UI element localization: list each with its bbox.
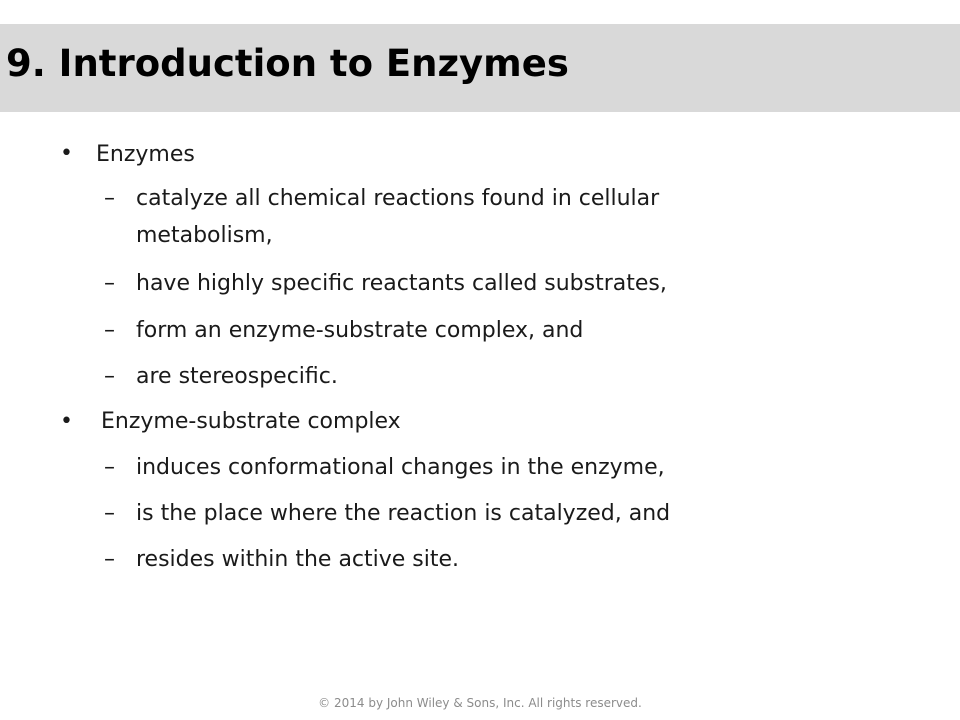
slide-title: 9. Introduction to Enzymes [6,42,569,85]
dash-marker: – [104,186,115,211]
dash-marker: – [104,501,115,526]
dash-marker: – [104,318,115,343]
sub-bullet-conformational: induces conformational changes in the enzyme, [136,455,665,480]
dash-marker: – [104,455,115,480]
dash-marker: – [104,547,115,572]
sub-bullet-complex: form an enzyme-substrate complex, and [136,318,584,343]
sub-bullet-catalyze: catalyze all chemical reactions found in cellular [136,186,660,211]
sub-bullet-active-site: resides within the active site. [136,547,460,572]
sub-bullet-stereospecific: are stereospecific. [136,364,338,389]
bullet-marker: • [60,141,73,166]
dash-marker: – [104,271,115,296]
copyright-footer: © 2014 by John Wiley & Sons, Inc. All rights reserved. [318,696,642,710]
bullet-enzyme-substrate-complex: Enzyme-substrate complex [101,409,401,434]
bullet-enzymes: Enzymes [96,142,195,167]
bullet-marker: • [60,409,73,434]
dash-marker: – [104,364,115,389]
sub-bullet-catalyzed: is the place where the reaction is catalyzed, and [136,501,671,526]
sub-bullet-substrates: have highly specific reactants called substrates, [136,271,667,296]
sub-bullet-catalyze-cont: metabolism, [136,223,273,248]
